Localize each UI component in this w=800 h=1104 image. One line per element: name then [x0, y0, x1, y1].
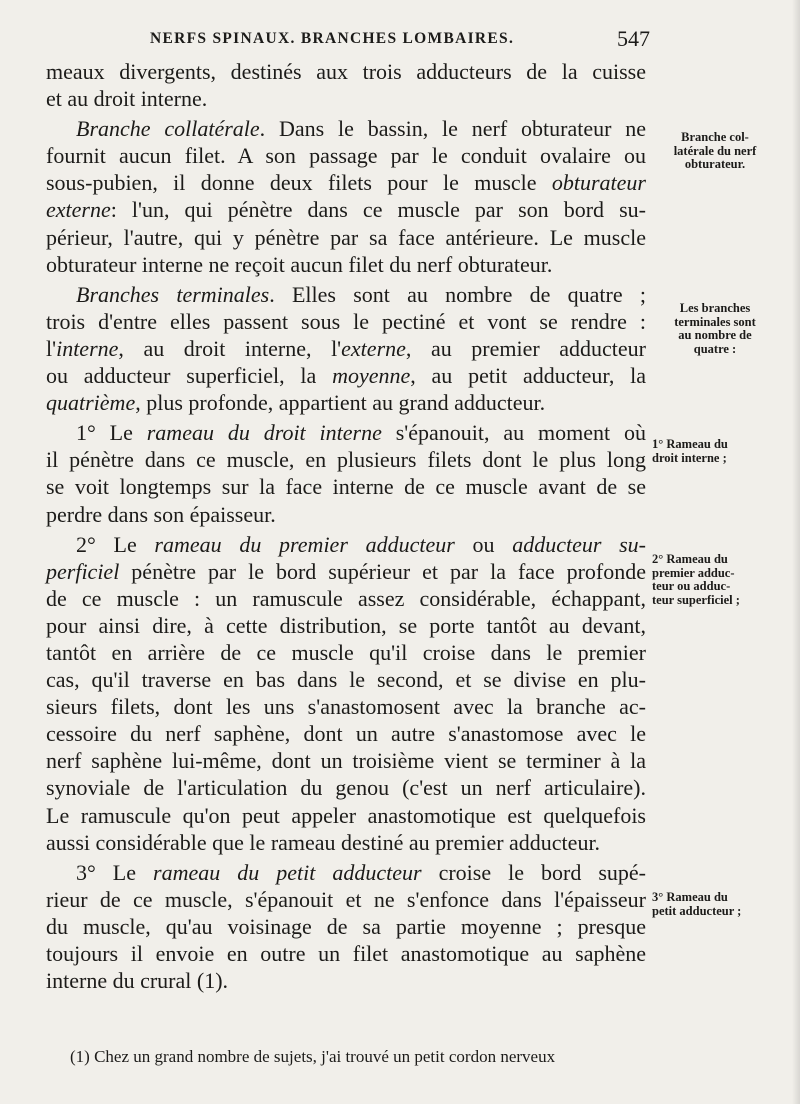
italic-term: adducteur su-	[512, 531, 646, 557]
italic-term: Branches terminales	[76, 281, 270, 307]
margin-note-line: premier adduc-	[652, 565, 735, 580]
text-segment: , plus profonde, appartient au grand adducteur.	[135, 390, 546, 416]
paragraph	[46, 115, 646, 278]
paragraph	[46, 859, 646, 994]
text-segment: : l'un, qui pénètre dans ce muscle par son bord su-	[110, 197, 646, 223]
margin-note-line: Les branches	[679, 301, 751, 315]
text-segment: croise le bord supé-	[421, 859, 646, 885]
text-segment: 1° Le	[76, 420, 147, 446]
text-line	[46, 389, 646, 416]
text-segment: ou	[454, 531, 513, 557]
text-line: nerf saphène lui-même, dont un troisième vient se terminer à la	[46, 748, 646, 774]
page-number: 547	[617, 26, 650, 51]
margin-note-line: 2° Rameau du	[652, 552, 728, 566]
text-segment: ou adducteur superficiel, la	[46, 363, 333, 389]
text-line: interne du crural (1).	[46, 968, 229, 994]
text-line: trois d'entre elles passent sous le pectiné et vont se rendre :	[46, 308, 646, 334]
text-line	[46, 362, 646, 389]
text-line	[46, 335, 646, 362]
italic-term: externe	[341, 335, 406, 361]
margin-note	[652, 553, 778, 607]
text-line: perdre dans son épaisseur.	[46, 501, 276, 527]
italic-term: externe	[46, 197, 111, 223]
paragraph	[46, 531, 646, 856]
margin-note-line: teur superficiel ;	[652, 592, 740, 607]
margin-note-line: au nombre de	[678, 328, 752, 342]
italic-term: obturateur	[551, 170, 646, 196]
paragraph	[46, 58, 646, 112]
text-line: du muscle, qu'au voisinage de sa partie moyenne ; presque	[46, 913, 646, 939]
text-line	[46, 169, 646, 196]
text-line: toujours il envoie en outre un filet anastomotique au saphène	[46, 941, 646, 966]
text-line	[46, 115, 646, 142]
margin-note-line: Branche col-	[681, 130, 749, 144]
text-segment: sous-pubien, il donne deux filets pour le muscle	[46, 170, 552, 196]
text-line: cessoire du nerf saphène, dont un autre s'anastomose avec le	[46, 721, 646, 747]
body-text	[46, 58, 646, 997]
margin-note	[652, 891, 778, 918]
margin-note-line: 1° Rameau du	[652, 437, 728, 451]
margin-note	[652, 302, 778, 356]
text-segment: . Dans le bassin, le nerf obturateur ne	[259, 116, 646, 142]
text-line: cas, qu'il traverse en bas dans le second, et se divise en plu-	[46, 667, 646, 693]
margin-note	[652, 131, 778, 172]
text-segment: 2° Le	[76, 531, 155, 557]
text-segment: , au droit interne, l'	[118, 335, 342, 361]
italic-term: interne	[56, 335, 119, 361]
text-line	[46, 281, 646, 308]
text-line	[46, 196, 646, 223]
text-segment: l'	[46, 335, 57, 361]
text-line: rieur de ce muscle, s'épanouit et ne s'enfonce dans l'épaisseur	[46, 886, 646, 912]
text-line: se voit longtemps sur la face interne de ce muscle avant de se	[46, 474, 646, 500]
text-segment: pénètre par le bord supérieur et par la face profonde	[119, 558, 646, 584]
page-edge-shadow	[792, 0, 800, 1104]
text-line: et au droit interne.	[46, 86, 208, 112]
text-segment: , au petit adducteur, la	[410, 363, 646, 389]
margin-note-line: terminales sont	[674, 314, 756, 329]
margin-note-line: quatre :	[693, 341, 737, 356]
italic-term: rameau du petit adducteur	[153, 859, 422, 885]
margin-note-line: 3° Rameau du	[652, 890, 728, 904]
footnote: (1) Chez un grand nombre de sujets, j'ai trouvé un petit cordon nerveux	[70, 1047, 556, 1066]
paragraph	[46, 281, 646, 416]
margin-note-line: latérale du nerf	[673, 143, 757, 158]
text-segment: . Elles sont au nombre de quatre ;	[269, 281, 647, 307]
text-segment: 3° Le	[76, 859, 154, 885]
text-segment: s'épanouit, au moment où	[381, 420, 646, 446]
text-line: Le ramuscule qu'on peut appeler anastomotique est quelquefois	[46, 802, 646, 828]
text-line: sieurs filets, dont les uns s'anastomosent avec la branche ac-	[46, 694, 646, 720]
paragraph	[46, 419, 646, 527]
text-line: fournit aucun filet. A son passage par le conduit ovalaire ou	[46, 143, 646, 169]
italic-term: rameau du droit interne	[146, 420, 382, 446]
italic-term: quatrième	[46, 390, 136, 416]
margin-note-line: teur ou adduc-	[652, 579, 731, 593]
text-line: périeur, l'autre, qui y pénètre par sa face antérieure. Le muscle	[46, 224, 646, 250]
italic-term: Branche collatérale	[76, 116, 260, 142]
text-line: aussi considérable que le rameau destiné au premier adducteur.	[46, 829, 601, 855]
margin-note-line: obturateur.	[684, 157, 746, 171]
page-header	[150, 26, 650, 56]
text-line: de ce muscle : un ramuscule assez considérable, échappant,	[46, 585, 646, 611]
text-line: il pénètre dans ce muscle, en plusieurs filets dont le plus long	[46, 447, 646, 473]
italic-term: moyenne	[332, 363, 411, 389]
text-line	[46, 531, 646, 558]
text-line	[46, 419, 646, 446]
text-line: synoviale de l'articulation du genou (c'est un nerf articulaire).	[46, 775, 646, 801]
text-line: pour ainsi dire, à cette distribution, se porte tantôt au devant,	[46, 612, 646, 638]
text-line	[46, 859, 646, 886]
italic-term: perficiel	[46, 558, 120, 584]
italic-term: rameau du premier adducteur	[154, 531, 455, 557]
text-line: tantôt en arrière de ce muscle qu'il croise dans le premier	[46, 639, 646, 665]
margin-note-line: droit interne ;	[652, 450, 727, 465]
text-line	[46, 558, 646, 585]
text-line: obturateur interne ne reçoit aucun filet du nerf obturateur.	[46, 251, 553, 277]
text-line: meaux divergents, destinés aux trois adducteurs de la cuisse	[46, 59, 646, 84]
text-segment: , au premier adducteur	[405, 335, 646, 361]
margin-note-line: petit adducteur ;	[652, 903, 742, 918]
margin-note	[652, 438, 778, 465]
running-head: NERFS SPINAUX. BRANCHES LOMBAIRES.	[150, 30, 515, 47]
